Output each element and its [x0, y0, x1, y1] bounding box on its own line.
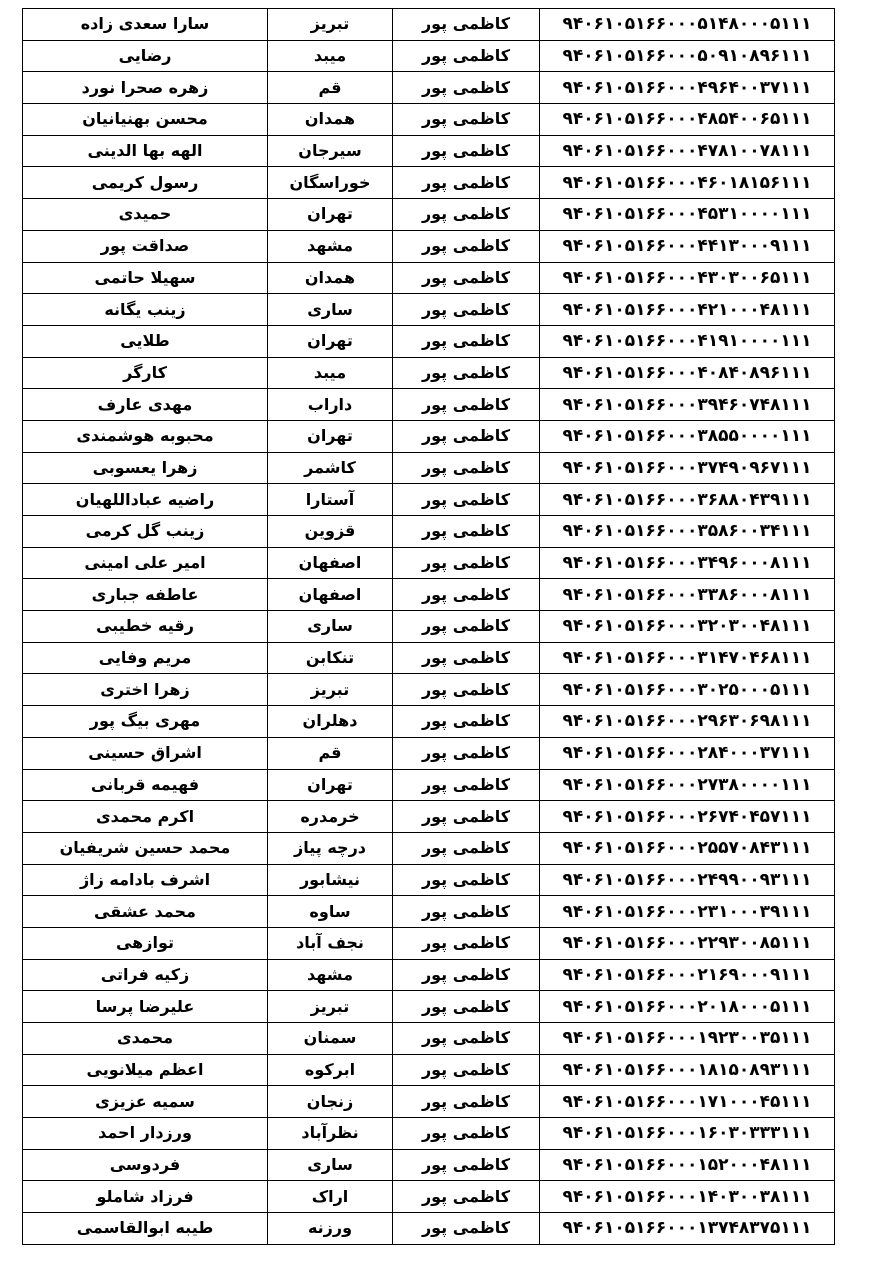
tracking-code-cell: ۹۴۰۶۱۰۵۱۶۶۰۰۰۱۴۰۳۰۰۳۸۱۱۱: [540, 1181, 835, 1213]
family-name-cell: کاظمی پور: [393, 801, 540, 833]
family-name-cell: کاظمی پور: [393, 9, 540, 41]
family-name-cell: کاظمی پور: [393, 516, 540, 548]
tracking-code-cell: ۹۴۰۶۱۰۵۱۶۶۰۰۰۲۴۹۹۰۰۹۳۱۱۱: [540, 864, 835, 896]
tracking-code-cell: ۹۴۰۶۱۰۵۱۶۶۰۰۰۴۲۱۰۰۰۴۸۱۱۱: [540, 294, 835, 326]
table-row: [23, 262, 835, 294]
person-name-cell: توازهی: [23, 927, 268, 959]
city-cell: قم: [268, 737, 393, 769]
person-name-cell: محبوبه هوشمندی: [23, 420, 268, 452]
city-cell: تنکابن: [268, 642, 393, 674]
family-name-cell: کاظمی پور: [393, 832, 540, 864]
family-name-cell: کاظمی پور: [393, 199, 540, 231]
person-name-cell: مریم وفایی: [23, 642, 268, 674]
city-cell: اصفهان: [268, 547, 393, 579]
records-sheet: [22, 8, 830, 1245]
family-name-cell: کاظمی پور: [393, 706, 540, 738]
family-name-cell: کاظمی پور: [393, 959, 540, 991]
tracking-code-cell: ۹۴۰۶۱۰۵۱۶۶۰۰۰۲۸۴۰۰۰۳۷۱۱۱: [540, 737, 835, 769]
table-row: [23, 9, 835, 41]
family-name-cell: کاظمی پور: [393, 927, 540, 959]
family-name-cell: کاظمی پور: [393, 896, 540, 928]
tracking-code-cell: ۹۴۰۶۱۰۵۱۶۶۰۰۰۲۵۵۷۰۸۴۳۱۱۱: [540, 832, 835, 864]
family-name-cell: کاظمی پور: [393, 1054, 540, 1086]
tracking-code-cell: ۹۴۰۶۱۰۵۱۶۶۰۰۰۱۷۱۰۰۰۴۵۱۱۱: [540, 1086, 835, 1118]
person-name-cell: فرزاد شاملو: [23, 1181, 268, 1213]
city-cell: تبریز: [268, 991, 393, 1023]
family-name-cell: کاظمی پور: [393, 1023, 540, 1055]
city-cell: خرمدره: [268, 801, 393, 833]
family-name-cell: کاظمی پور: [393, 357, 540, 389]
city-cell: مشهد: [268, 959, 393, 991]
city-cell: مشهد: [268, 230, 393, 262]
family-name-cell: کاظمی پور: [393, 104, 540, 136]
table-row: [23, 611, 835, 643]
person-name-cell: محمد حسین شریفیان: [23, 832, 268, 864]
tracking-code-cell: ۹۴۰۶۱۰۵۱۶۶۰۰۰۲۰۱۸۰۰۰۵۱۱۱: [540, 991, 835, 1023]
table-row: [23, 484, 835, 516]
person-name-cell: سهیلا حاتمی: [23, 262, 268, 294]
person-name-cell: اعظم میلانویی: [23, 1054, 268, 1086]
family-name-cell: کاظمی پور: [393, 167, 540, 199]
tracking-code-cell: ۹۴۰۶۱۰۵۱۶۶۰۰۰۴۶۰۱۸۱۵۶۱۱۱: [540, 167, 835, 199]
city-cell: ساری: [268, 611, 393, 643]
tracking-code-cell: ۹۴۰۶۱۰۵۱۶۶۰۰۰۴۸۵۴۰۰۶۵۱۱۱: [540, 104, 835, 136]
family-name-cell: کاظمی پور: [393, 991, 540, 1023]
person-name-cell: محمدی: [23, 1023, 268, 1055]
family-name-cell: کاظمی پور: [393, 262, 540, 294]
city-cell: درچه پیاز: [268, 832, 393, 864]
city-cell: تبریز: [268, 674, 393, 706]
table-row: [23, 642, 835, 674]
tracking-code-cell: ۹۴۰۶۱۰۵۱۶۶۰۰۰۳۹۴۶۰۷۴۸۱۱۱: [540, 389, 835, 421]
person-name-cell: اشرف بادامه زاژ: [23, 864, 268, 896]
tracking-code-cell: ۹۴۰۶۱۰۵۱۶۶۰۰۰۱۹۲۳۰۰۳۵۱۱۱: [540, 1023, 835, 1055]
table-row: [23, 1213, 835, 1245]
family-name-cell: کاظمی پور: [393, 579, 540, 611]
person-name-cell: ورزدار احمد: [23, 1118, 268, 1150]
tracking-code-cell: ۹۴۰۶۱۰۵۱۶۶۰۰۰۳۱۴۷۰۴۶۸۱۱۱: [540, 642, 835, 674]
person-name-cell: طلایی: [23, 325, 268, 357]
tracking-code-cell: ۹۴۰۶۱۰۵۱۶۶۰۰۰۴۵۳۱۰۰۰۰۱۱۱: [540, 199, 835, 231]
family-name-cell: کاظمی پور: [393, 737, 540, 769]
city-cell: نجف آباد: [268, 927, 393, 959]
person-name-cell: امیر علی امینی: [23, 547, 268, 579]
person-name-cell: زینب یگانه: [23, 294, 268, 326]
table-row: [23, 706, 835, 738]
table-row: [23, 294, 835, 326]
person-name-cell: فهیمه قربانی: [23, 769, 268, 801]
table-row: [23, 40, 835, 72]
table-row: [23, 72, 835, 104]
tracking-code-cell: ۹۴۰۶۱۰۵۱۶۶۰۰۰۲۷۳۸۰۰۰۰۱۱۱: [540, 769, 835, 801]
table-row: [23, 389, 835, 421]
family-name-cell: کاظمی پور: [393, 452, 540, 484]
tracking-code-cell: ۹۴۰۶۱۰۵۱۶۶۰۰۰۱۵۲۰۰۰۴۸۱۱۱: [540, 1149, 835, 1181]
city-cell: کاشمر: [268, 452, 393, 484]
table-row: [23, 230, 835, 262]
family-name-cell: کاظمی پور: [393, 484, 540, 516]
family-name-cell: کاظمی پور: [393, 864, 540, 896]
city-cell: ورزنه: [268, 1213, 393, 1245]
city-cell: قزوین: [268, 516, 393, 548]
person-name-cell: علیرضا پرسا: [23, 991, 268, 1023]
table-row: [23, 1149, 835, 1181]
family-name-cell: کاظمی پور: [393, 325, 540, 357]
table-row: [23, 452, 835, 484]
person-name-cell: رقیه خطیبی: [23, 611, 268, 643]
table-row: [23, 801, 835, 833]
city-cell: تهران: [268, 325, 393, 357]
family-name-cell: کاظمی پور: [393, 230, 540, 262]
family-name-cell: کاظمی پور: [393, 72, 540, 104]
tracking-code-cell: ۹۴۰۶۱۰۵۱۶۶۰۰۰۲۱۶۹۰۰۰۹۱۱۱: [540, 959, 835, 991]
person-name-cell: زهره صحرا نورد: [23, 72, 268, 104]
city-cell: تبریز: [268, 9, 393, 41]
table-row: [23, 104, 835, 136]
table-row: [23, 357, 835, 389]
family-name-cell: کاظمی پور: [393, 1181, 540, 1213]
city-cell: قم: [268, 72, 393, 104]
table-row: [23, 959, 835, 991]
table-row: [23, 1054, 835, 1086]
tracking-code-cell: ۹۴۰۶۱۰۵۱۶۶۰۰۰۳۰۲۵۰۰۰۵۱۱۱: [540, 674, 835, 706]
tracking-code-cell: ۹۴۰۶۱۰۵۱۶۶۰۰۰۴۷۸۱۰۰۷۸۱۱۱: [540, 135, 835, 167]
family-name-cell: کاظمی پور: [393, 389, 540, 421]
person-name-cell: کارگر: [23, 357, 268, 389]
city-cell: اصفهان: [268, 579, 393, 611]
table-row: [23, 325, 835, 357]
tracking-code-cell: ۹۴۰۶۱۰۵۱۶۶۰۰۰۵۱۴۸۰۰۰۵۱۱۱: [540, 9, 835, 41]
tracking-code-cell: ۹۴۰۶۱۰۵۱۶۶۰۰۰۴۳۰۳۰۰۶۵۱۱۱: [540, 262, 835, 294]
family-name-cell: کاظمی پور: [393, 40, 540, 72]
table-row: [23, 135, 835, 167]
tracking-code-cell: ۹۴۰۶۱۰۵۱۶۶۰۰۰۲۳۱۰۰۰۳۹۱۱۱: [540, 896, 835, 928]
tracking-code-cell: ۹۴۰۶۱۰۵۱۶۶۰۰۰۳۴۹۶۰۰۰۸۱۱۱: [540, 547, 835, 579]
person-name-cell: صداقت پور: [23, 230, 268, 262]
person-name-cell: عاطفه جباری: [23, 579, 268, 611]
person-name-cell: طیبه ابوالقاسمی: [23, 1213, 268, 1245]
table-row: [23, 864, 835, 896]
tracking-code-cell: ۹۴۰۶۱۰۵۱۶۶۰۰۰۴۰۸۴۰۸۹۶۱۱۱: [540, 357, 835, 389]
table-row: [23, 896, 835, 928]
city-cell: همدان: [268, 262, 393, 294]
table-row: [23, 579, 835, 611]
tracking-code-cell: ۹۴۰۶۱۰۵۱۶۶۰۰۰۴۹۶۴۰۰۳۷۱۱۱: [540, 72, 835, 104]
table-row: [23, 737, 835, 769]
city-cell: زنجان: [268, 1086, 393, 1118]
table-row: [23, 1086, 835, 1118]
city-cell: میبد: [268, 40, 393, 72]
table-row: [23, 167, 835, 199]
tracking-code-cell: ۹۴۰۶۱۰۵۱۶۶۰۰۰۱۳۷۴۸۳۷۵۱۱۱: [540, 1213, 835, 1245]
city-cell: خوراسگان: [268, 167, 393, 199]
table-row: [23, 927, 835, 959]
person-name-cell: اشراق حسینی: [23, 737, 268, 769]
family-name-cell: کاظمی پور: [393, 547, 540, 579]
person-name-cell: زهرا یعسوبی: [23, 452, 268, 484]
person-name-cell: سمیه عزیزی: [23, 1086, 268, 1118]
table-row: [23, 516, 835, 548]
city-cell: تهران: [268, 420, 393, 452]
person-name-cell: الهه بها الدینی: [23, 135, 268, 167]
city-cell: ساوه: [268, 896, 393, 928]
city-cell: سمنان: [268, 1023, 393, 1055]
tracking-code-cell: ۹۴۰۶۱۰۵۱۶۶۰۰۰۲۲۹۳۰۰۸۵۱۱۱: [540, 927, 835, 959]
city-cell: ساری: [268, 294, 393, 326]
table-row: [23, 769, 835, 801]
city-cell: ابرکوه: [268, 1054, 393, 1086]
family-name-cell: کاظمی پور: [393, 294, 540, 326]
city-cell: دهلران: [268, 706, 393, 738]
family-name-cell: کاظمی پور: [393, 642, 540, 674]
tracking-code-cell: ۹۴۰۶۱۰۵۱۶۶۰۰۰۲۶۷۴۰۴۵۷۱۱۱: [540, 801, 835, 833]
tracking-code-cell: ۹۴۰۶۱۰۵۱۶۶۰۰۰۱۶۰۳۰۳۳۳۱۱۱: [540, 1118, 835, 1150]
person-name-cell: زهرا اختری: [23, 674, 268, 706]
city-cell: اراک: [268, 1181, 393, 1213]
tracking-code-cell: ۹۴۰۶۱۰۵۱۶۶۰۰۰۳۲۰۳۰۰۴۸۱۱۱: [540, 611, 835, 643]
table-row: [23, 547, 835, 579]
table-row: [23, 420, 835, 452]
city-cell: همدان: [268, 104, 393, 136]
family-name-cell: کاظمی پور: [393, 674, 540, 706]
person-name-cell: راضیه عباداللهیان: [23, 484, 268, 516]
person-name-cell: زینب گل کرمی: [23, 516, 268, 548]
tracking-code-cell: ۹۴۰۶۱۰۵۱۶۶۰۰۰۲۹۶۳۰۶۹۸۱۱۱: [540, 706, 835, 738]
family-name-cell: کاظمی پور: [393, 420, 540, 452]
person-name-cell: فردوسی: [23, 1149, 268, 1181]
person-name-cell: زکیه فراتی: [23, 959, 268, 991]
city-cell: ساری: [268, 1149, 393, 1181]
tracking-code-cell: ۹۴۰۶۱۰۵۱۶۶۰۰۰۳۵۸۶۰۰۳۴۱۱۱: [540, 516, 835, 548]
person-name-cell: محمد عشقی: [23, 896, 268, 928]
table-row: [23, 199, 835, 231]
tracking-code-cell: ۹۴۰۶۱۰۵۱۶۶۰۰۰۳۳۸۶۰۰۰۸۱۱۱: [540, 579, 835, 611]
person-name-cell: اکرم محمدی: [23, 801, 268, 833]
family-name-cell: کاظمی پور: [393, 1118, 540, 1150]
table-row: [23, 1118, 835, 1150]
tracking-code-cell: ۹۴۰۶۱۰۵۱۶۶۰۰۰۴۴۱۳۰۰۰۹۱۱۱: [540, 230, 835, 262]
tracking-code-cell: ۹۴۰۶۱۰۵۱۶۶۰۰۰۱۸۱۵۰۸۹۳۱۱۱: [540, 1054, 835, 1086]
tracking-code-cell: ۹۴۰۶۱۰۵۱۶۶۰۰۰۵۰۹۱۰۸۹۶۱۱۱: [540, 40, 835, 72]
city-cell: آستارا: [268, 484, 393, 516]
person-name-cell: رضایی: [23, 40, 268, 72]
table-row: [23, 1181, 835, 1213]
city-cell: سیرجان: [268, 135, 393, 167]
table-row: [23, 674, 835, 706]
city-cell: تهران: [268, 769, 393, 801]
tracking-code-cell: ۹۴۰۶۱۰۵۱۶۶۰۰۰۳۷۴۹۰۹۶۷۱۱۱: [540, 452, 835, 484]
city-cell: نیشابور: [268, 864, 393, 896]
records-table: [22, 8, 835, 1245]
family-name-cell: کاظمی پور: [393, 135, 540, 167]
tracking-code-cell: ۹۴۰۶۱۰۵۱۶۶۰۰۰۳۶۸۸۰۴۳۹۱۱۱: [540, 484, 835, 516]
person-name-cell: سارا سعدی زاده: [23, 9, 268, 41]
family-name-cell: کاظمی پور: [393, 1086, 540, 1118]
tracking-code-cell: ۹۴۰۶۱۰۵۱۶۶۰۰۰۳۸۵۵۰۰۰۰۱۱۱: [540, 420, 835, 452]
person-name-cell: مهری بیگ پور: [23, 706, 268, 738]
person-name-cell: محسن بهنیانیان: [23, 104, 268, 136]
city-cell: نظرآباد: [268, 1118, 393, 1150]
family-name-cell: کاظمی پور: [393, 611, 540, 643]
tracking-code-cell: ۹۴۰۶۱۰۵۱۶۶۰۰۰۴۱۹۱۰۰۰۰۱۱۱: [540, 325, 835, 357]
table-row: [23, 1023, 835, 1055]
table-row: [23, 832, 835, 864]
family-name-cell: کاظمی پور: [393, 1213, 540, 1245]
city-cell: میبد: [268, 357, 393, 389]
city-cell: تهران: [268, 199, 393, 231]
person-name-cell: رسول کریمی: [23, 167, 268, 199]
city-cell: داراب: [268, 389, 393, 421]
person-name-cell: حمیدی: [23, 199, 268, 231]
person-name-cell: مهدی عارف: [23, 389, 268, 421]
records-table-body: [23, 9, 835, 1245]
table-row: [23, 991, 835, 1023]
family-name-cell: کاظمی پور: [393, 1149, 540, 1181]
family-name-cell: کاظمی پور: [393, 769, 540, 801]
